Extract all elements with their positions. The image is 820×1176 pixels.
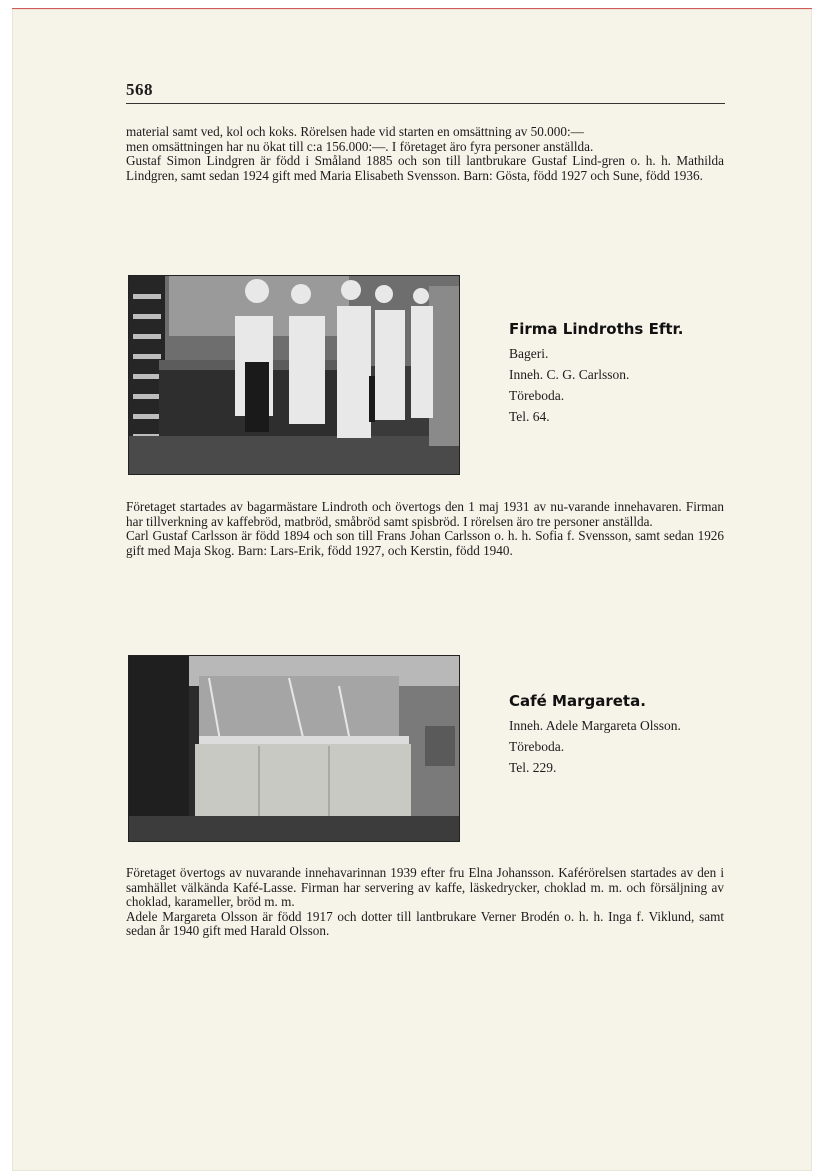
intro-text	[126, 125, 724, 183]
entry-paragraph: Företaget startades av bagarmästare Lindroth och övertogs den 1 maj 1931 av nu-varande innehavaren. Firman har tillverkning av kaffebröd, matbröd, småbröd samt spisbröd. I rörelsen äro tre personer anställda.	[126, 499, 724, 529]
entry-paragraph: Företaget övertogs av nuvarande innehavarinnan 1939 efter fru Elna Johansson. Kaférörelsen startades av den i samhället välkända Kafé-Lasse. Firman har servering av kaffe, läskedrycker, choklad m. m. och försäljning av choklad, karameller, bröd m. m.	[126, 865, 724, 910]
detail-line: Töreboda.	[509, 739, 565, 754]
intro-paragraph: Gustaf Simon Lindgren är född i Småland 1885 och son till lantbrukare Gustaf Lind-gren o. h. h. Mathilda Lindgren, samt sedan 1924 gift med Maria Elisabeth Svensson. Barn: Gösta, född 1927 och Sune, född 1936.	[126, 153, 724, 183]
cafe-caption	[509, 691, 681, 778]
cafe-text	[126, 866, 724, 939]
cafe-photo	[128, 655, 460, 842]
detail-line: Tel. 64.	[509, 409, 550, 424]
detail-line: Bageri.	[509, 346, 549, 361]
bakery-caption	[509, 319, 683, 427]
header-rule	[126, 103, 725, 104]
intro-line: men omsättningen har nu ökat till c:a 156.000:—. I företaget äro fyra personer anställda.	[126, 138, 594, 154]
detail-line: Inneh. Adele Margareta Olsson.	[509, 718, 681, 733]
detail-line: Inneh. C. G. Carlsson.	[509, 367, 630, 382]
detail-line: Tel. 229.	[509, 760, 557, 775]
company-name: Café Margareta.	[509, 692, 646, 710]
entry-paragraph: Adele Margareta Olsson är född 1917 och dotter till lantbrukare Verner Brodén o. h. h. Inga f. Viklund, samt sedan år 1940 gift med Harald Olsson.	[126, 908, 724, 939]
bakery-photo	[128, 275, 460, 475]
company-name: Firma Lindroths Eftr.	[509, 320, 684, 338]
page-number: 568	[126, 80, 153, 99]
detail-line: Töreboda.	[509, 388, 565, 403]
intro-line: material samt ved, kol och koks. Rörelsen hade vid starten en omsättning av 50.000:—	[126, 124, 584, 139]
entry-paragraph: Carl Gustaf Carlsson är född 1894 och son till Frans Johan Carlsson o. h. h. Sofia f. Svensson, samt sedan 1926 gift med Maja Skog. Barn: Lars-Erik, född 1927, och Kerstin, född 1940.	[126, 528, 724, 558]
bakery-text	[126, 500, 724, 558]
